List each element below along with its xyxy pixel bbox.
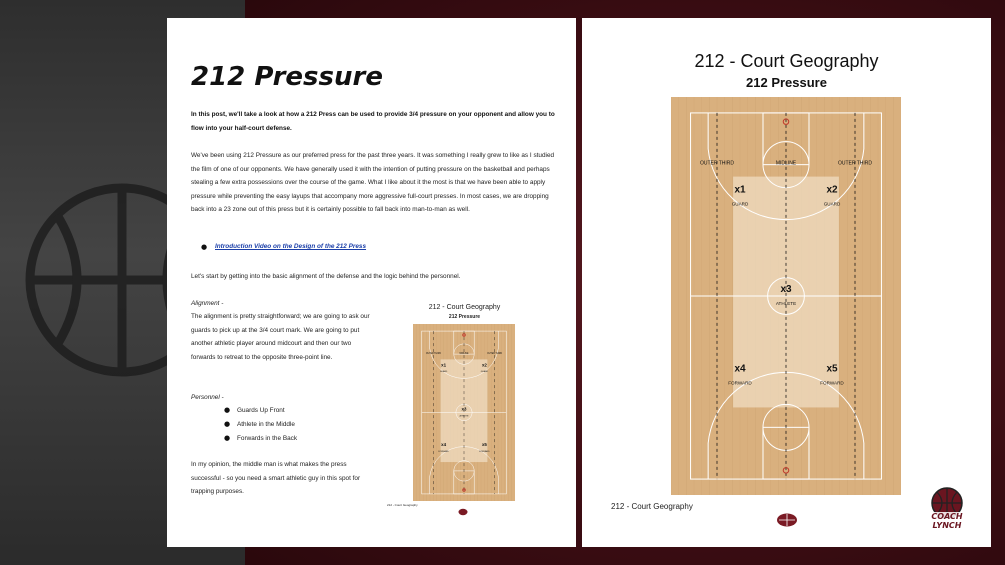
- body-paragraph-2: Let's start by getting into the basic alignment of the defense and the logic behind the personnel.: [191, 273, 461, 280]
- bullet-icon: ●: [224, 406, 231, 414]
- player-marker: x1: [441, 362, 447, 368]
- zone-label: MIDLINE: [775, 160, 797, 167]
- zone-label: MIDLINE: [459, 353, 469, 356]
- player-role: ATHLETE: [775, 300, 797, 306]
- zone-label: OUTER THIRD: [837, 160, 873, 167]
- page-title: 212 Pressure: [191, 62, 383, 92]
- personnel-item: Guards Up Front: [237, 407, 285, 414]
- logo-text: COACH LYNCH: [931, 512, 963, 530]
- thumbnail-subtitle: 212 Pressure: [448, 314, 481, 320]
- alignment-body: The alignment is pretty straightforward; we are going to ask our guards to pick up at the 3/4 court mark. We are going to put another athletic player around midcourt and then our two forwards to retreat to the opposite three-point line.: [191, 313, 370, 361]
- intro-text: In this post, we'll take a look at how a 212 Press can be used to provide 3/4 pressure on your opponent and allow you to flow into your half-court defense.: [191, 111, 555, 132]
- diagram-subtitle: 212 Pressure: [746, 75, 827, 90]
- bullet-icon: ●: [201, 243, 208, 251]
- diagram-page: [582, 18, 991, 547]
- thumbnail-title: 212 - Court Geography: [428, 304, 501, 311]
- player-role: GUARD: [731, 201, 749, 207]
- small-logo-icon: [458, 508, 468, 516]
- player-marker: x5: [481, 442, 487, 448]
- player-role: GUARD: [823, 201, 841, 207]
- body-paragraph: We've been using 212 Pressure as our preferred press for the past three years. It was something I really grew to like as I studied the film of one of our opponents. We have generally used it with the intention of putting pressure on the basketball and perhaps stealing a few extra possessions over the course of the game. What I like about it the most is that we have been able to apply pressure while preventing the easy layups that accompany more aggressive full-court presses. In most cases, we are dropping back into a 23 zone out of this press but it is certainly possible to fall back into man-to-man as well.: [191, 152, 555, 214]
- court-diagram: [671, 97, 901, 495]
- bullet-icon: ●: [224, 434, 231, 442]
- player-role: FORWARD: [728, 380, 752, 386]
- zone-label: OUTER THIRD: [699, 160, 735, 167]
- player-role: ATHLETE: [459, 415, 469, 418]
- player-role: FORWARD: [820, 380, 844, 386]
- player-marker: x4: [734, 363, 746, 375]
- bullet-icon: ●: [224, 420, 231, 428]
- diagram-footer: 212 - Court Geography: [611, 502, 693, 511]
- player-marker: x2: [826, 184, 838, 196]
- player-role: GUARD: [480, 371, 489, 374]
- personnel-heading: Personnel -: [191, 394, 224, 401]
- player-marker: x5: [826, 363, 838, 375]
- player-role: GUARD: [439, 371, 448, 374]
- court-svg: [671, 97, 901, 495]
- zone-label: OUTER THIRD: [425, 353, 441, 356]
- article-page: [167, 18, 576, 547]
- player-marker: x1: [734, 184, 746, 196]
- small-logo-icon: [776, 512, 798, 528]
- alignment-heading: Alignment -: [191, 300, 224, 307]
- player-marker: x3: [780, 284, 792, 296]
- player-role: FORWARD: [479, 450, 490, 453]
- zone-label: OUTER THIRD: [487, 353, 503, 356]
- player-marker: x4: [441, 442, 447, 448]
- court-svg: [413, 324, 515, 501]
- intro-video-link[interactable]: Introduction Video on the Design of the 212 Press: [215, 243, 367, 250]
- player-marker: x2: [481, 362, 487, 368]
- player-marker: x3: [461, 406, 467, 412]
- thumbnail-footer: 212 - Court Geography: [387, 503, 418, 507]
- personnel-item: Forwards in the Back: [237, 435, 298, 442]
- diagram-title: 212 - Court Geography: [694, 51, 879, 71]
- opinion-text: In my opinion, the middle man is what makes the press successful - so you need a smart athletic guy in this spot for trapping purposes.: [191, 461, 361, 496]
- personnel-item: Athlete in the Middle: [237, 421, 295, 428]
- player-role: FORWARD: [438, 450, 449, 453]
- court-thumbnail: [413, 324, 515, 501]
